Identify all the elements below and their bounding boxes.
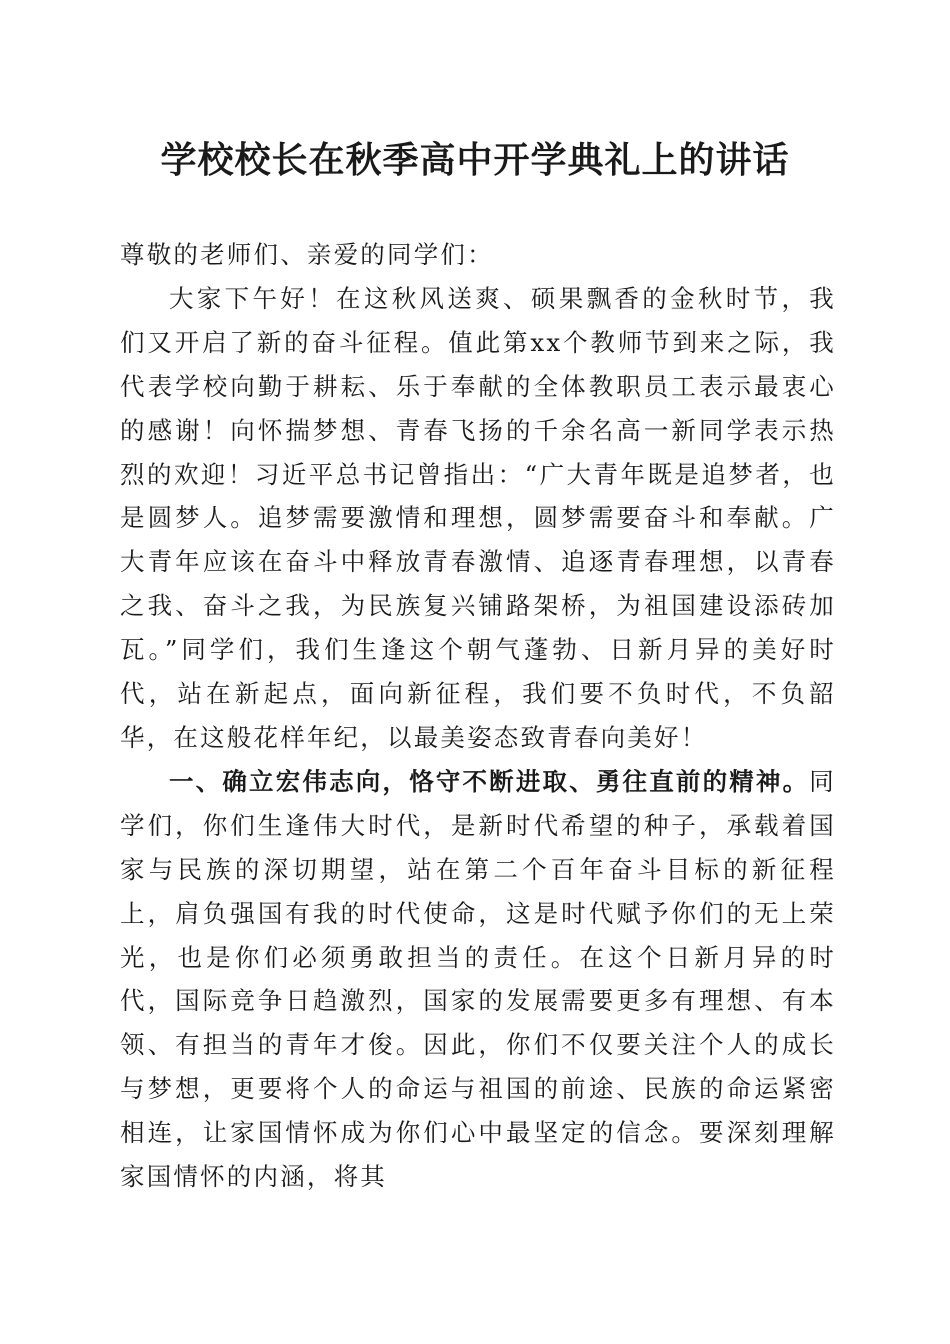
paragraph-opening: 大家下午好！在这秋风送爽、硕果飘香的金秋时节，我们又开启了新的奋斗征程。值此第xx个教师节到来之际，我代表学校向勤于耕耘、乐于奉献的全体教职员工表示最衷心的感谢！向怀揣梦想、青春飞扬的千余名高一新同学表示热烈的欢迎！习近平总书记曾指出：“广大青年既是追梦者，也是圆梦人。追梦需要激情和理想，圆梦需要奋斗和奉献。广大青年应该在奋斗中释放青春激情、追逐青春理想，以青春之我、奋斗之我，为民族复兴铺路架桥，为祖国建设添砖加瓦。”同学们，我们生逢这个朝气蓬勃、日新月异的美好时代，站在新起点，面向新征程，我们要不负时代，不负韶华，在这般花样年纪，以最美姿态致青春向美好！	[120, 283, 836, 752]
salutation: 尊敬的老师们、亲爱的同学们：	[120, 240, 494, 269]
document-body	[120, 233, 836, 1199]
section-1-text: 同学们，你们生逢伟大时代，是新时代希望的种子，承载着国家与民族的深切期望，站在第二个百年奋斗目标的新征程上，肩负强国有我的时代使命，这是时代赋予你们的无上荣光，也是你们必须勇敢担当的责任。在这个日新月异的时代，国际竞争日趋激烈，国家的发展需要更多有理想、有本领、有担当的青年才俊。因此，你们不仅要关注个人的成长与梦想，更要将个人的命运与祖国的前途、民族的命运紧密相连，让家国情怀成为你们心中最坚定的信念。要深刻理解家国情怀的内涵，将其	[120, 766, 836, 1192]
paragraph-section-1	[120, 760, 836, 1199]
section-1-heading: 一、确立宏伟志向，恪守不断进取、勇往直前的精神。	[169, 766, 810, 796]
document-title: 学校校长在秋季高中开学典礼上的讲话	[160, 139, 790, 181]
